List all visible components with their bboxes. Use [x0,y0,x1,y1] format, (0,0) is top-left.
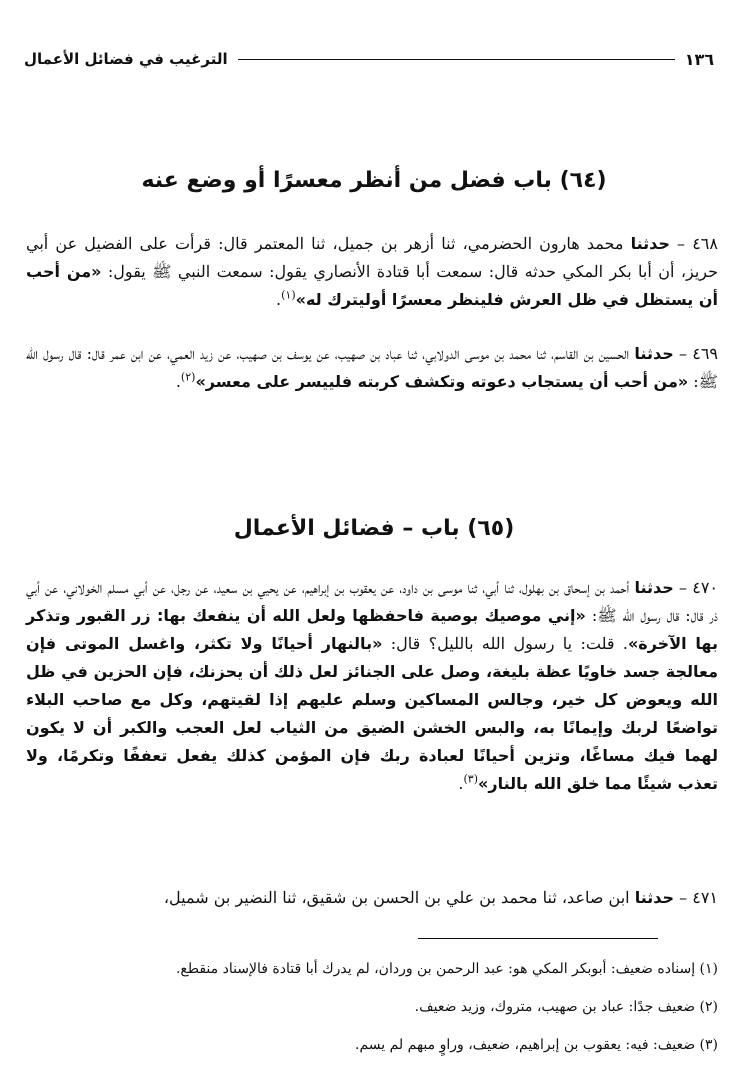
chapter-heading: (٦٥) باب – فضائل الأعمال [233,516,515,541]
footnote-rule [418,938,658,939]
hadith-number: ٤٦٩ – [678,344,718,363]
hadith-number: ٤٧١ – [679,888,718,907]
footnote: (٢) ضعيف جدًا: عباد بن صهيب، متروك، وزيد ضعيف. [414,999,718,1015]
hadith-chain: محمد هارون الحضرمي، ثنا أزهر بن جميل، ثنا المعتمر قال: قرأت على الفضيل عن أبي حريز، أن أبا بكر المكي حدثه قال: سمعت أبا قتادة الأنصاري يقول: سمعت النبي ﷺ يقول: [26,234,718,281]
chapter-heading: (٦٤) باب فضل من أنظر معسرًا أو وضع عنه [141,168,607,193]
hadith-text: «بالنهار أحيانًا ولا تكثر، واغسل الموتى فإن معالجة جسد خاويًا عظة بليغة، وصل على الجنائز لعل ذلك أن يحزنك، فإن الحزين في ظل الله ويعوض كل خير، وجالس المساكين وسلم عليهم إذا لقيتهم، وكل مع صاحب البلاء تواضعًا لربك وإيمانًا به، والبس الخشن الضيق من الثياب لعل العجب والكبر أن لا يكون لهما فيك مساغًا، وتزين أحيانًا لعبادة ربك فإن المؤمن كذلك يفعل تعففًا وتكرمًا، ولا تعذب شيئًا مما خلق الله بالنار» [26,634,718,793]
hadith-paragraph [26,884,718,912]
hadith-end: . [175,372,181,391]
footnote: (١) إسناده ضعيف: أبوبكر المكي هو: عبد الرحمن بن وردان، لم يدرك أبا قتادة فالإسناد منقطع. [175,961,718,977]
hadith-lead: حدثنا [634,888,675,907]
footnote-ref: (٣) [463,772,479,786]
hadith-number: ٤٦٨ – [677,234,718,253]
footnote: (٣) ضعيف: فيه: يعقوب بن إبراهيم، ضعيف، وراوٍ مبهم لم يسم. [355,1037,718,1053]
hadith-text: «من أحب أن يستظل في ظل العرش فلينظر معسرًا أوليترك له» [26,262,718,309]
hadith-chain: الحسين بن القاسم، ثنا محمد بن موسى الدولابي، ثنا عباد بن صهيب، عن يوسف بن صهيب، عن زيد العمي، عن ابن عمر قال: قال رسول الله ﷺ: [26,344,718,391]
running-header [24,46,714,72]
hadith-lead: حدثنا [634,578,674,597]
footnote-ref: (٢) [180,370,196,384]
page-number: ١٣٦ [684,49,714,69]
footnote-ref: (١) [281,288,296,302]
hadith-chain: ابن صاعد، ثنا محمد بن علي بن الحسن بن شقيق، ثنا النضير بن شميل، [163,888,630,907]
hadith-chain: . قلت: يا رسول الله بالليل؟ قال: [382,634,628,653]
hadith-lead: حدثنا [634,344,674,363]
hadith-chain: أحمد بن إسحاق بن بهلول، ثنا أبي، ثنا موسى بن داود، عن يعقوب بن إبراهيم، عن يحيي بن سعيد، عن رجل، عن أبي مسلم الخولاني، عن أبي ذر قال: قال رسول الله ﷺ: [26,578,718,625]
hadith-number: ٤٧٠ – [679,578,719,597]
running-title: الترغيب في فضائل الأعمال [24,50,228,68]
hadith-end: . [276,290,282,309]
hadith-text: «إني موصيك بوصية فاحفظها ولعل الله أن ينفعك بها: زر القبور وتذكر بها الآخرة» [26,606,719,653]
hadith-lead: حدثنا [630,234,670,253]
hadith-end: . [458,774,464,793]
hadith-text: «من أحب أن يستجاب دعوته وتكشف كربته فلييسر على معسر» [195,372,689,391]
hadith-paragraph [26,230,718,314]
hadith-paragraph [26,574,718,798]
header-rule [238,59,675,60]
hadith-paragraph [26,340,718,396]
